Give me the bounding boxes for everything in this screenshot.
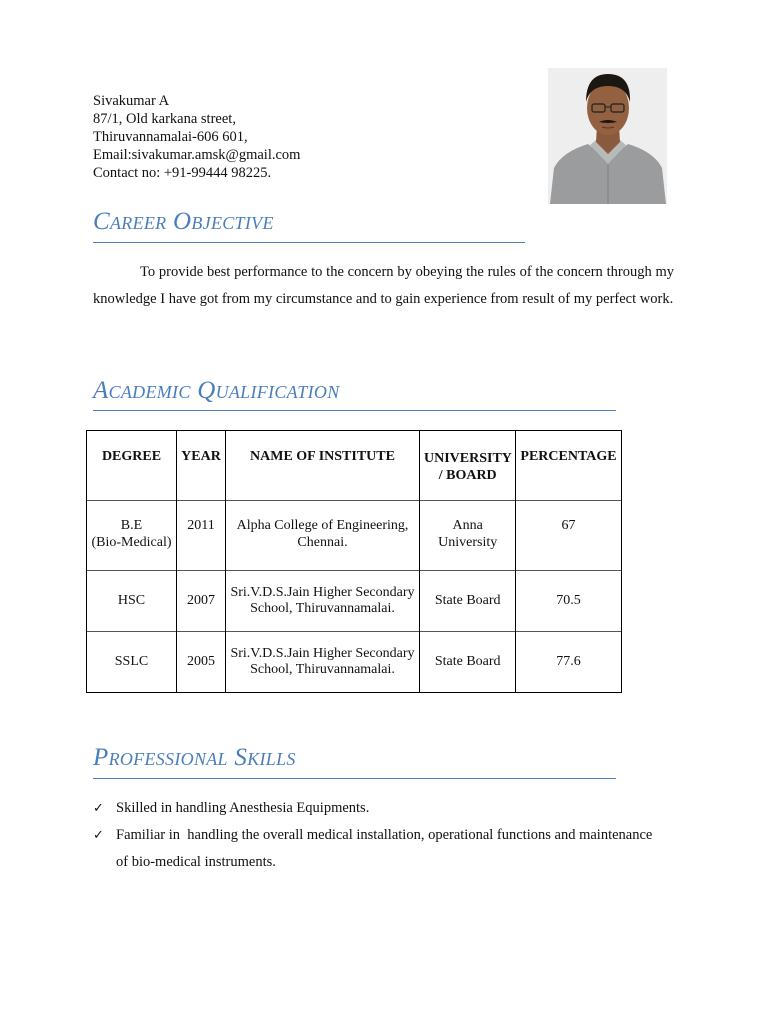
career-objective-rule <box>93 242 525 243</box>
cell-institute: Sri.V.D.S.Jain Higher Secondary School, Thiruvannamalai. <box>226 571 420 632</box>
header-year: YEAR <box>177 431 226 501</box>
skill-text: Skilled in handling Anesthesia Equipments. <box>116 800 370 816</box>
header-degree: DEGREE <box>87 431 177 501</box>
cell-year: 2005 <box>177 632 226 693</box>
cell-degree: SSLC <box>87 632 177 693</box>
academic-table <box>86 430 622 693</box>
header-board: UNIVERSITY / BOARD <box>420 431 516 501</box>
contact-email: Email:sivakumar.amsk@gmail.com <box>93 147 301 163</box>
profile-photo-icon <box>548 68 667 204</box>
cell-board: State Board <box>420 571 516 632</box>
skills-list <box>93 795 656 876</box>
academic-heading: Academic Qualification <box>93 377 340 404</box>
cell-percentage: 67 <box>516 501 621 571</box>
cell-degree <box>87 501 177 571</box>
header-percentage: PERCENTAGE <box>516 431 621 501</box>
contact-address-line1: 87/1, Old karkana street, <box>93 111 236 127</box>
cell-degree: HSC <box>87 571 177 632</box>
table-row <box>87 501 622 571</box>
table-row <box>87 632 622 693</box>
contact-phone: Contact no: +91-99444 98225. <box>93 165 272 181</box>
cell-board: State Board <box>420 632 516 693</box>
cell-percentage: 70.5 <box>516 571 621 632</box>
profile-photo <box>548 68 667 204</box>
table-header-row <box>87 431 622 501</box>
career-objective-heading: Career Objective <box>93 208 274 235</box>
cell-year: 2011 <box>177 501 226 571</box>
cell-board: Anna University <box>420 501 516 571</box>
cell-year: 2007 <box>177 571 226 632</box>
cell-institute: Alpha College of Engineering, Chennai. <box>226 501 420 571</box>
skills-heading: Professional Skills <box>93 744 296 771</box>
contact-block <box>93 92 300 182</box>
checkmark-icon: ✓ <box>93 828 104 843</box>
degree-text: B.E <box>120 518 143 533</box>
contact-name: Sivakumar A <box>93 93 170 109</box>
cell-institute: Sri.V.D.S.Jain Higher Secondary School, Thiruvannamalai. <box>226 632 420 693</box>
list-item <box>93 795 653 822</box>
cell-percentage: 77.6 <box>516 632 621 693</box>
skills-rule <box>93 778 616 779</box>
degree-sub-text: (Bio-Medical) <box>91 534 172 550</box>
table-row <box>87 571 622 632</box>
career-objective-text: To provide best performance to the concern by obeying the rules of the concern through my knowledge I have got from my circumstance and to gain experience from result of my perfect work. <box>93 264 674 307</box>
contact-address-line2: Thiruvannamalai-606 601, <box>93 129 248 145</box>
skill-text: Familiar in handling the overall medical installation, operational functions and maintenance of bio-medical instruments. <box>116 827 656 870</box>
header-institute: NAME OF INSTITUTE <box>226 431 420 501</box>
list-item <box>93 822 656 876</box>
checkmark-icon: ✓ <box>93 801 104 816</box>
academic-rule <box>93 410 616 411</box>
